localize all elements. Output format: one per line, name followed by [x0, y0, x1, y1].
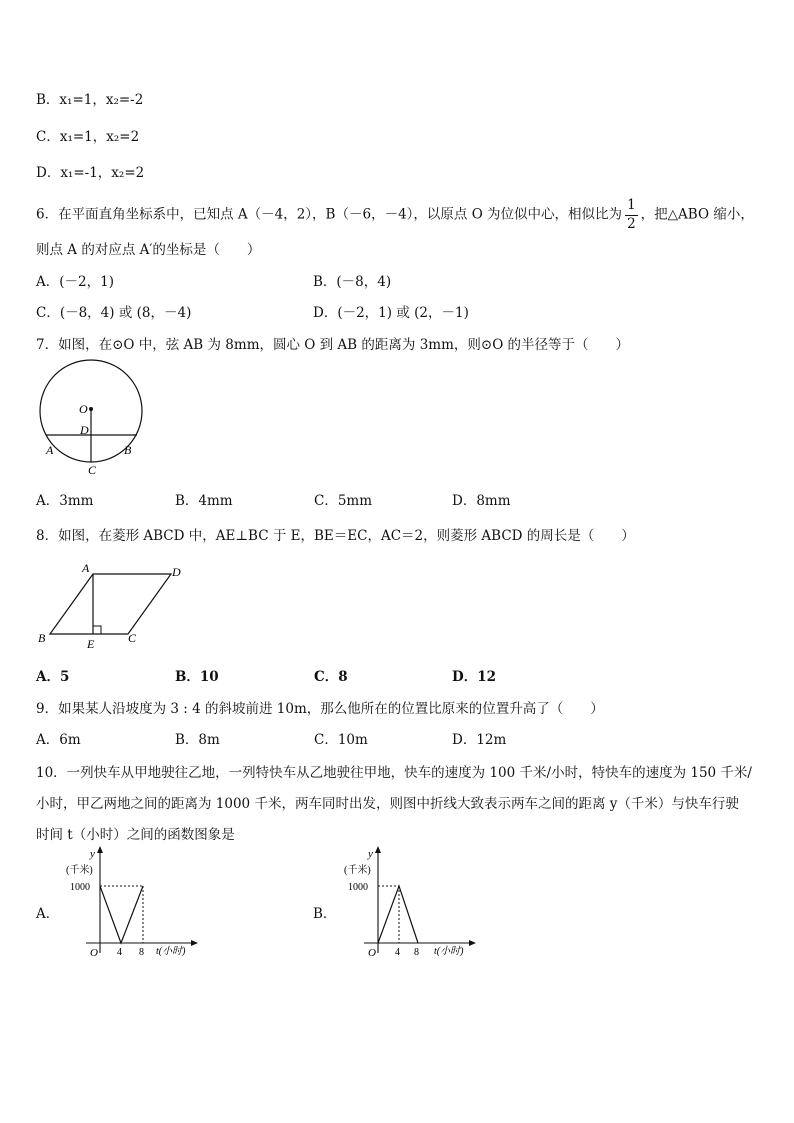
q7-option-c: C．5mm [314, 493, 373, 509]
q5-option-c: C．x₁=1，x₂=2 [36, 129, 140, 145]
q8-stem: 8．如图，在菱形 ABCD 中，AE⊥BC 于 E，BE＝EC，AC＝2，则菱形 ABCD 的周长是（ ） [36, 528, 635, 544]
q9-option-c: C．10m [314, 732, 368, 748]
label-a: A [82, 561, 90, 575]
label-d: D [172, 565, 181, 579]
q6-option-d: D．(－2，1) 或 (2，－1) [313, 305, 469, 321]
q9-option-a: A．6m [36, 732, 81, 748]
x-tick-8: 8 [414, 947, 419, 958]
center-point [89, 407, 93, 411]
q6-ratio-fraction [625, 199, 638, 231]
label-c: C [88, 463, 97, 477]
origin-label: O [90, 947, 98, 959]
x-axis-label: t(小时) [156, 946, 186, 957]
x-tick-8: 8 [139, 947, 144, 958]
q10-stem-line3: 时间 t（小时）之间的函数图象是 [36, 827, 235, 843]
right-angle-mark [93, 626, 101, 634]
q7-circle-figure [36, 356, 148, 480]
y-unit-label: (千米) [344, 865, 371, 876]
q8-option-a: A．5 [36, 669, 70, 685]
q7-option-b: B．4mm [175, 493, 233, 509]
q9-stem: 9．如果某人沿坡度为 3 : 4 的斜坡前进 10m，那么他所在的位置比原来的位置升高了（ ） [36, 701, 604, 717]
y-tick-1000: 1000 [348, 882, 368, 893]
fraction-denominator: 2 [627, 215, 636, 232]
y-unit-label: (千米) [66, 865, 93, 876]
label-a: A [46, 443, 54, 457]
q5-option-d: D．x₁=-1，x₂=2 [36, 165, 145, 181]
y-axis-label: y [90, 848, 95, 860]
fraction-numerator: 1 [625, 199, 638, 216]
label-b: B [38, 631, 46, 645]
q6-option-a: A．(－2，1) [36, 274, 114, 290]
x-tick-4: 4 [395, 947, 400, 958]
y-tick-1000: 1000 [70, 882, 90, 893]
q8-option-b: B．10 [175, 669, 219, 685]
q6-stem-line1 [36, 199, 754, 231]
label-o: O [79, 402, 88, 416]
q10-option-b-label: B． [313, 906, 337, 922]
q6-stem-part1: 6．在平面直角坐标系中，已知点 A（－4，2），B（－6，－4），以原点 O 为位似中心，相似比为 [36, 206, 623, 223]
q7-stem: 7．如图，在⊙O 中，弦 AB 为 8mm，圆心 O 到 AB 的距离为 3mm，则⊙O 的半径等于（ ） [36, 337, 630, 353]
q10-graph-b [338, 843, 478, 969]
q10-stem-line1: 10．一列快车从甲地驶往乙地，一列特快车从乙地驶往甲地，快车的速度为 100 千米/小时，特快车的速度为 150 千米/ [36, 765, 752, 781]
q6-stem-part2: ，把△ABO 缩小， [640, 206, 754, 223]
q10-graph-a [60, 843, 200, 969]
origin-label: O [368, 947, 376, 959]
x-axis-label: t(小时) [434, 946, 464, 957]
q10-stem-line2: 小时，甲乙两地之间的距离为 1000 千米，两车同时出发，则图中折线大致表示两车之间的距离 y（千米）与快车行驶 [36, 796, 739, 812]
x-tick-4: 4 [117, 947, 122, 958]
graph-b-line [378, 886, 418, 943]
q10-option-a-label: A． [36, 906, 60, 922]
q8-option-c: C．8 [314, 669, 348, 685]
label-e: E [87, 637, 95, 651]
q9-option-b: B．8m [175, 732, 220, 748]
q7-option-d: D．8mm [452, 493, 511, 509]
q7-option-a: A．3mm [36, 493, 94, 509]
graph-a-line [100, 886, 143, 943]
q8-option-d: D．12 [452, 669, 496, 685]
q8-rhombus-figure [36, 558, 196, 654]
q5-option-b: B．x₁=1，x₂=-2 [36, 92, 144, 108]
label-c: C [128, 631, 137, 645]
y-axis-label: y [368, 848, 373, 860]
q6-option-c: C．(－8，4) 或 (8，－4) [36, 305, 192, 321]
q6-option-b: B．(－8，4) [313, 274, 392, 290]
q6-stem-line2: 则点 A 的对应点 A′的坐标是（ ） [36, 242, 261, 258]
rhombus-abcd [50, 574, 171, 634]
label-d: D [80, 423, 89, 437]
q9-option-d: D．12m [452, 732, 507, 748]
label-b: B [124, 443, 132, 457]
